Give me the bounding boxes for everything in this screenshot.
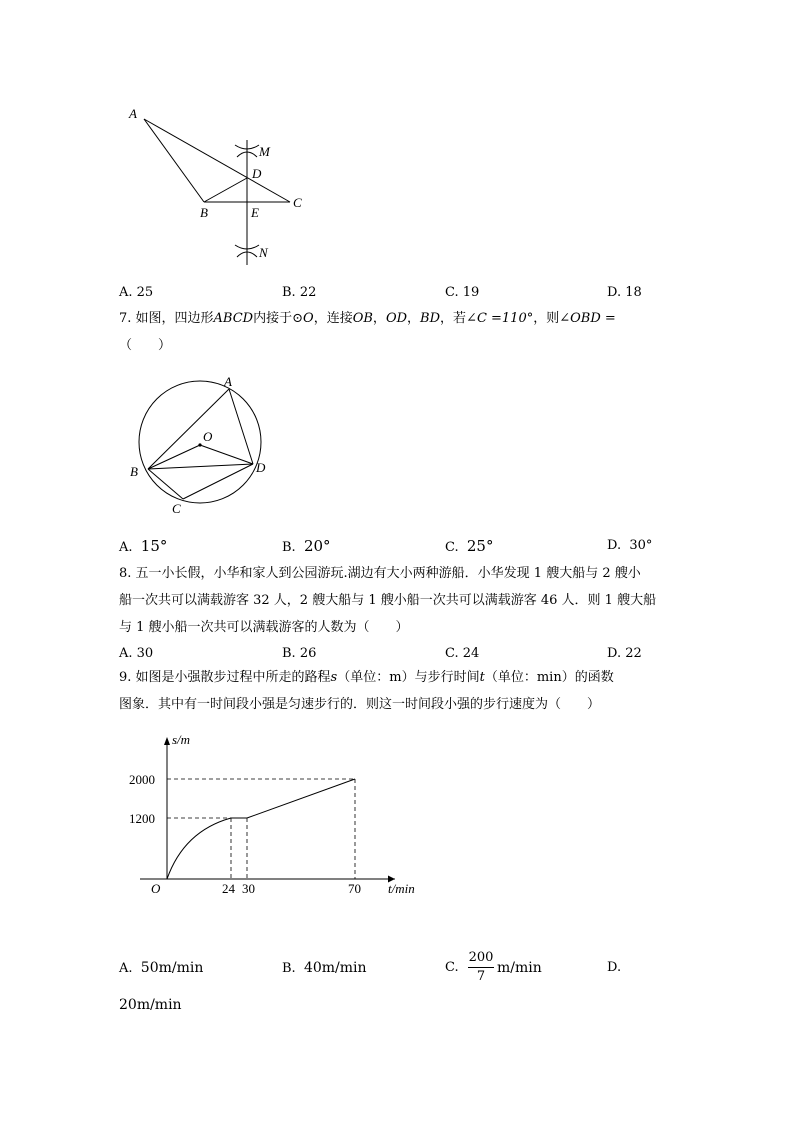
q7-option-b [282, 538, 331, 556]
q9-text-d: （单位： [484, 670, 537, 685]
q7-option-b-value: 20° [303, 537, 331, 555]
q7-option-c-letter: C. [445, 540, 459, 555]
q9-var-t: t [479, 670, 485, 685]
linear-segment [247, 779, 355, 818]
q7-ob: OB [352, 311, 373, 326]
q9-text-c: ）与步行时间 [401, 670, 480, 685]
q7-od: OD [385, 311, 408, 326]
label-m: M [259, 144, 270, 159]
q7-option-b-letter: B. [282, 540, 296, 555]
q8-option-d: D. 22 [607, 646, 642, 661]
q9-option-b [282, 960, 367, 977]
q9-option-c-numerator: 200 [468, 950, 494, 965]
q9-unit-min: min [536, 670, 562, 685]
q7-text-a: 7. 如图，四边形 [119, 311, 214, 326]
q8-option-a: A. 30 [119, 646, 154, 661]
q9-option-d-value: 20m/min [119, 997, 182, 1013]
label-d: D [252, 166, 262, 181]
x-tick-70: 70 [348, 881, 361, 896]
origin-label: O [151, 881, 161, 896]
label-c: C [172, 501, 181, 516]
q9-unit-m: m [389, 670, 402, 685]
segment-cd [183, 464, 253, 499]
q9-option-c-letter: C. [445, 960, 459, 975]
q7-paren: （ ） [119, 338, 172, 353]
label-b: B [130, 464, 138, 479]
q9-stem-line1 [119, 670, 614, 686]
q7-circle-figure [120, 365, 280, 520]
q9-text-e: ）的函数 [561, 670, 614, 685]
label-c: C [293, 195, 302, 210]
y-tick-1200: 1200 [129, 811, 155, 826]
segment-ab [148, 389, 229, 469]
circle-o [139, 381, 261, 503]
label-e: E [251, 205, 259, 220]
q7-circle-o: ⊙O [292, 311, 314, 326]
label-a: A [224, 374, 232, 389]
q9-option-c-fraction [466, 950, 496, 985]
q6-triangle-figure [120, 95, 320, 270]
q7-option-c-value: 25° [466, 537, 494, 555]
q8-option-c: C. 24 [445, 646, 480, 661]
q9-option-a-value: 50m/min [140, 960, 204, 976]
segment-od [200, 445, 253, 464]
x-axis-label: t/min [388, 881, 415, 896]
q6-option-d: D. 18 [607, 285, 642, 300]
label-d: D [256, 460, 266, 475]
q7-sep2: ， [407, 311, 421, 326]
y-axis-label: s/m [172, 732, 191, 747]
q9-option-c-unit: m/min [497, 960, 542, 976]
q9-option-b-letter: B. [282, 961, 296, 976]
q6-option-b: B. 22 [282, 285, 317, 300]
q7-option-c [445, 538, 493, 556]
segment-ac [144, 119, 290, 202]
q8-stem-line1: 8. 五一小长假，小华和家人到公园游玩.湖边有大小两种游船．小华发现 1 艘大船与 2 艘小 [119, 566, 641, 581]
q9-text-b: （单位： [337, 670, 390, 685]
segment-bc [148, 469, 183, 499]
q9-option-c-denominator: 7 [476, 969, 486, 984]
q7-stem-line1 [119, 311, 616, 327]
q7-option-d-letter: D. [607, 538, 622, 553]
q7-option-d [607, 538, 652, 554]
q9-var-s: s [330, 670, 338, 685]
label-n: N [259, 245, 268, 260]
q7-sep1: ， [372, 311, 386, 326]
x-tick-24: 24 [222, 881, 235, 896]
segment-ad [229, 389, 253, 464]
q9-stem-line2: 图象．其中有一时间段小强是匀速步行的．则这一时间段小强的步行速度为（ ） [119, 697, 601, 712]
segment-ob [148, 445, 200, 469]
q8-option-b: B. 26 [282, 646, 317, 661]
q8-stem-line2: 船一次共可以满载游客 32 人，2 艘大船与 1 艘小船一次共可以满载游客 46 人．则 1 艘大船 [119, 593, 657, 608]
q7-text-b: 内接于 [253, 311, 293, 326]
segment-bd [148, 464, 253, 469]
center-point [198, 443, 201, 446]
label-a: A [129, 106, 137, 121]
q9-option-d-letter: D. [607, 960, 622, 975]
q7-option-a-value: 15° [140, 537, 168, 555]
label-b: B [200, 205, 208, 220]
q9-graph [120, 725, 430, 900]
q9-option-a [119, 960, 203, 977]
segment-ab [144, 119, 204, 202]
q7-abcd: ABCD [213, 311, 254, 326]
q6-option-a: A. 25 [119, 285, 154, 300]
q7-angle-obd: ∠OBD = [559, 311, 616, 326]
q7-text-d: ，若 [440, 311, 467, 326]
q7-text-c: ，连接 [313, 311, 353, 326]
q7-option-a [119, 538, 167, 556]
fraction-bar [468, 967, 494, 968]
curve-segment [167, 818, 231, 879]
q9-option-a-letter: A. [119, 961, 133, 976]
q7-angle-c: ∠C =110° [466, 311, 534, 326]
q7-bd: BD [420, 311, 441, 326]
q7-option-d-value: 30° [629, 538, 653, 553]
x-tick-30: 30 [242, 881, 255, 896]
label-o: O [203, 429, 213, 444]
y-axis-arrow-icon [164, 737, 170, 745]
q6-option-c: C. 19 [445, 285, 480, 300]
q9-text-a: 9. 如图是小强散步过程中所走的路程 [119, 670, 331, 685]
y-tick-2000: 2000 [129, 772, 155, 787]
q7-option-a-letter: A. [119, 540, 133, 555]
segment-bd [204, 178, 247, 202]
q8-stem-line3: 与 1 艘小船一次共可以满载游客的人数为（ ） [119, 620, 409, 635]
q9-option-b-value: 40m/min [303, 960, 367, 976]
q7-text-e: ，则 [533, 311, 560, 326]
